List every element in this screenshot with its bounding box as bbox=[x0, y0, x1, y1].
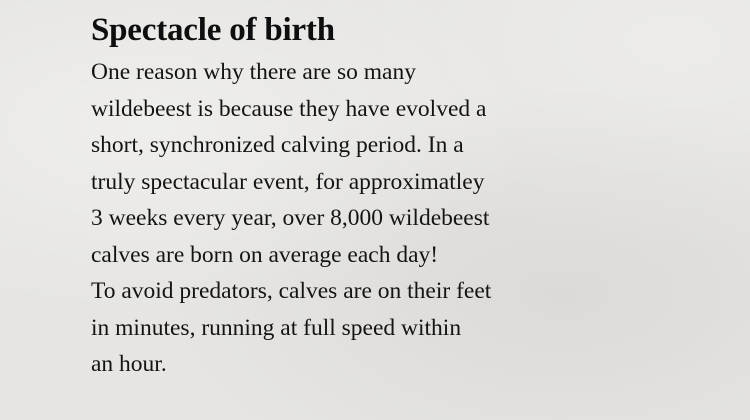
body-line-4: truly spectacular event, for approximatley bbox=[91, 168, 485, 195]
body-line-9: an hour. bbox=[91, 351, 167, 377]
body-paragraph bbox=[91, 54, 731, 383]
body-line-5: 3 weeks every year, over 8,000 wildebeest bbox=[91, 205, 490, 231]
section-heading: Spectacle of birth bbox=[91, 12, 335, 48]
body-line-2: wildebeest is because they have evolved a bbox=[91, 95, 487, 122]
body-line-1: One reason why there are so many bbox=[91, 59, 416, 85]
body-line-6: calves are born on average each day! bbox=[91, 241, 439, 268]
body-line-8: in minutes, running at full speed within bbox=[91, 314, 462, 341]
body-line-3: short, synchronized calving period. In a bbox=[91, 132, 464, 158]
body-line-7: To avoid predators, calves are on their feet bbox=[91, 278, 492, 304]
text-panel bbox=[91, 8, 731, 383]
